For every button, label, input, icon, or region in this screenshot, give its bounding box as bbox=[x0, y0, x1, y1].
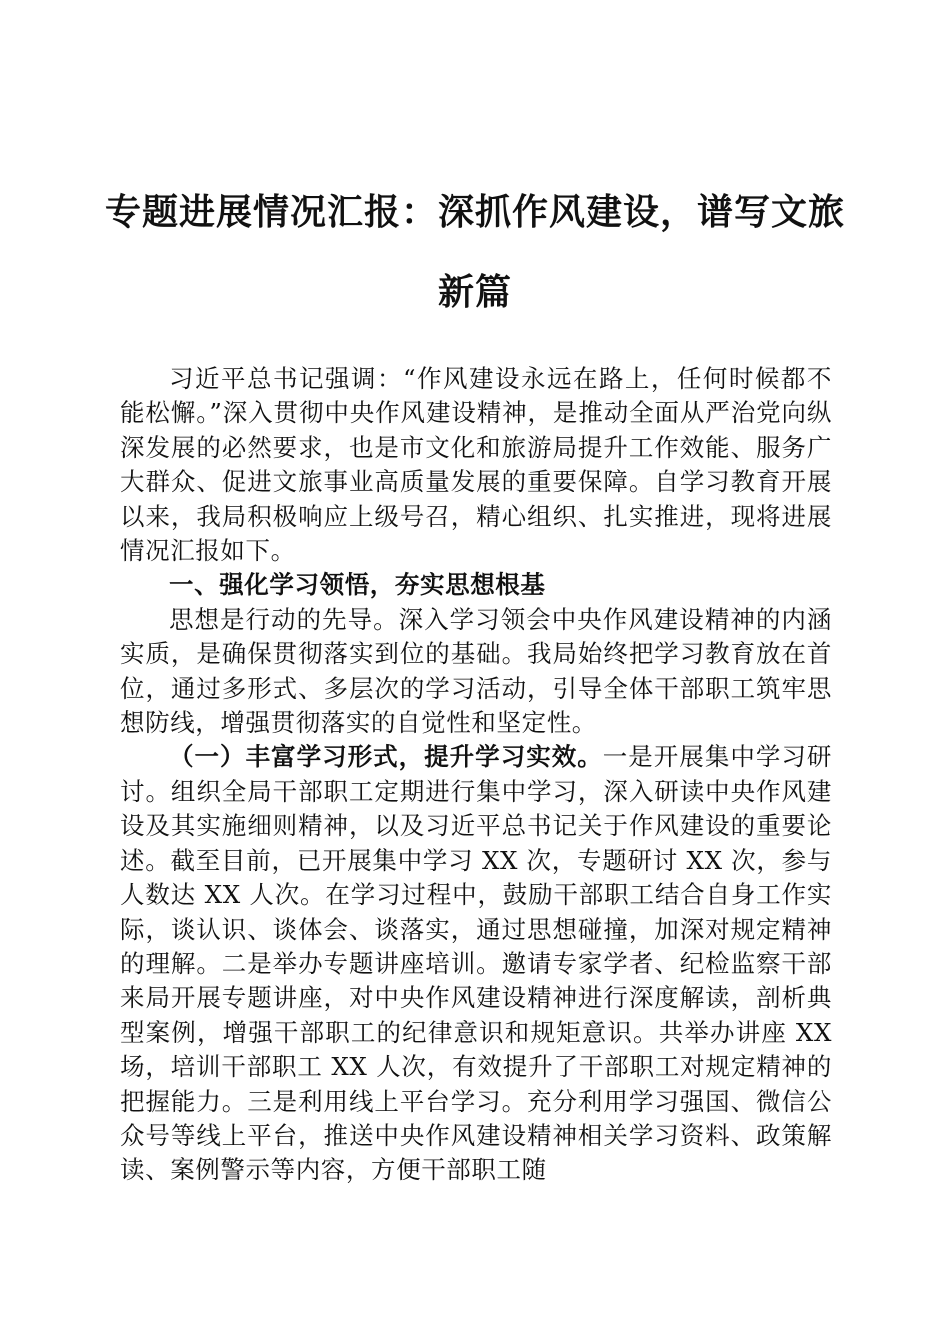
document-title: 专题进展情况汇报：深抓作风建设，谱写文旅新篇 bbox=[104, 191, 845, 313]
section-1-paragraph: 思想是行动的先导。深入学习领会中央作风建设精神的内涵实质，是确保贯彻落实到位的基础。我局始终把学习教育放在首位，通过多形式、多层次的学习活动，引导全体干部职工筑牢思想防线，增强贯彻落实的自觉性和坚定性。 bbox=[120, 604, 832, 738]
document-body bbox=[120, 362, 832, 1188]
section-heading-1: 一、强化学习领悟，夯实思想根基 bbox=[169, 570, 546, 600]
subsection-1-paragraph bbox=[120, 740, 832, 1187]
subsection-1-text: 一是开展集中学习研讨。组织全局干部职工定期进行集中学习，深入研读中央作风建设及其实施细则精神，以及习近平总书记关于作风建设的重要论述。截至目前，已开展集中学习 XX 次，专题研讨 XX 次，参与人数达 XX 人次。在学习过程中，鼓励干部职工结合自身工作实际，谈认识、谈体会、谈落实，通过思想碰撞，加深对规定精神的理解。二是举办专题讲座培训。邀请专家学者、纪检监察干部来局开展专题讲座，对中央作风建设精神进行深度解读，剖析典型案例，增强干部职工的纪律意识和规矩意识。共举办讲座 XX 场，培训干部职工 XX 人次，有效提升了干部职工对规定精神的把握能力。三是利用线上平台学习。充分利用学习强国、微信公众号等线上平台，推送中央作风建设精神相关学习资料、政策解读、案例警示等内容，方便干部职工随 bbox=[120, 742, 832, 1185]
intro-paragraph: 习近平总书记强调：“作风建设永远在路上，任何时候都不能松懈。”深入贯彻中央作风建设精神，是推动全面从严治党向纵深发展的必然要求，也是市文化和旅游局提升工作效能、服务广大群众、促进文旅事业高质量发展的重要保障。自学习教育开展以来，我局积极响应上级号召，精心组织、扎实推进，现将进展情况汇报如下。 bbox=[120, 364, 832, 566]
subsection-heading-1: （一）丰富学习形式，提升学习实效。 bbox=[169, 742, 603, 772]
